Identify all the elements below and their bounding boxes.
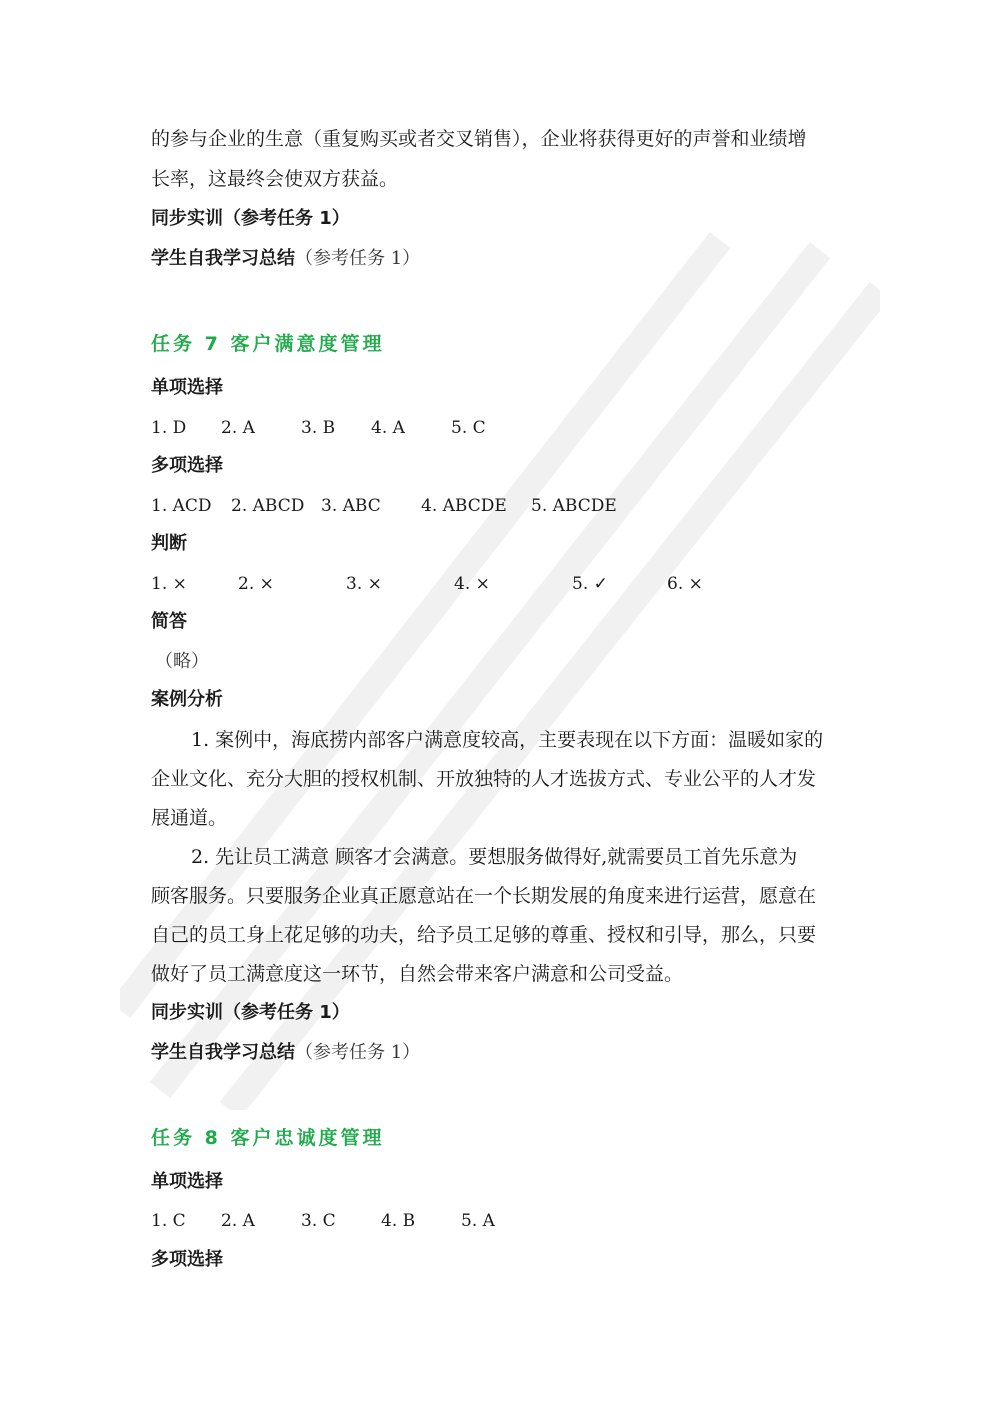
answer: 3. B [301,418,336,438]
case-analysis-line: 2. 先让员工满意 顾客才会满意。要想服务做得好,就需要员工首先乐意为 [191,846,798,868]
self-study-bold: 学生自我学习总结 [151,248,295,269]
task7-single-choice-heading: 单项选择 [151,377,223,398]
answer: 1. × [151,574,187,594]
self-study-ref: （参考任务 1） [295,1042,421,1063]
task7-multiple-choice-heading: 多项选择 [151,455,223,476]
answer: 3. ABC [321,496,381,516]
self-study-bold: 学生自我学习总结 [151,1042,295,1063]
answer: 3. × [346,574,382,594]
task7-short-answer-text: （略） [155,651,209,672]
task7-judgement-heading: 判断 [151,533,187,554]
task8-multiple-choice-heading: 多项选择 [151,1249,223,1270]
answer: 4. B [381,1211,416,1231]
answer: 3. C [301,1211,336,1231]
answer: 1. D [151,418,187,438]
task7-title: 任务 7 客户满意度管理 [151,333,385,355]
case-analysis-line: 做好了员工满意度这一环节，自然会带来客户满意和公司受益。 [151,963,684,985]
answer: 4. ABCDE [421,496,507,516]
task7-case-analysis-heading: 案例分析 [151,689,223,710]
answer: 6. × [667,574,703,594]
task8-single-choice-heading: 单项选择 [151,1171,223,1192]
task8-title: 任务 8 客户忠诚度管理 [151,1127,385,1149]
answer: 2. A [221,1211,255,1231]
task7-self-study-heading [151,1040,420,1065]
task7-sync-training-heading: 同步实训（参考任务 1） [151,1002,350,1023]
case-analysis-line: 自己的员工身上花足够的功夫，给予员工足够的尊重、授权和引导，那么，只要 [151,924,817,946]
case-analysis-line: 展通道。 [151,807,228,829]
answer: 5. C [451,418,486,438]
answer: 2. ABCD [231,496,305,516]
answer: 4. × [454,574,490,594]
answer: 5. ✓ [572,574,608,594]
answer: 5. A [461,1211,495,1231]
self-study-ref: （参考任务 1） [295,248,421,269]
answer: 4. A [371,418,405,438]
answer: 2. × [238,574,274,594]
answer: 1. ACD [151,496,212,516]
answer: 1. C [151,1211,186,1231]
sync-training-heading: 同步实训（参考任务 1） [151,208,350,229]
answer: 2. A [221,418,255,438]
case-analysis-line: 1. 案例中，海底捞内部客户满意度较高，主要表现在以下方面：温暖如家的 [191,729,824,751]
text-line: 长率，这最终会使双方获益。 [151,168,399,190]
case-analysis-line: 顾客服务。只要服务企业真正愿意站在一个长期发展的角度来进行运营，愿意在 [151,885,817,907]
case-analysis-line: 企业文化、充分大胆的授权机制、开放独特的人才选拔方式、专业公平的人才发 [151,768,817,790]
task7-short-answer-heading: 简答 [151,611,187,632]
answer: 5. ABCDE [531,496,617,516]
text-line: 的参与企业的生意（重复购买或者交叉销售），企业将获得更好的声誉和业绩增 [151,128,807,150]
self-study-heading [151,246,420,271]
